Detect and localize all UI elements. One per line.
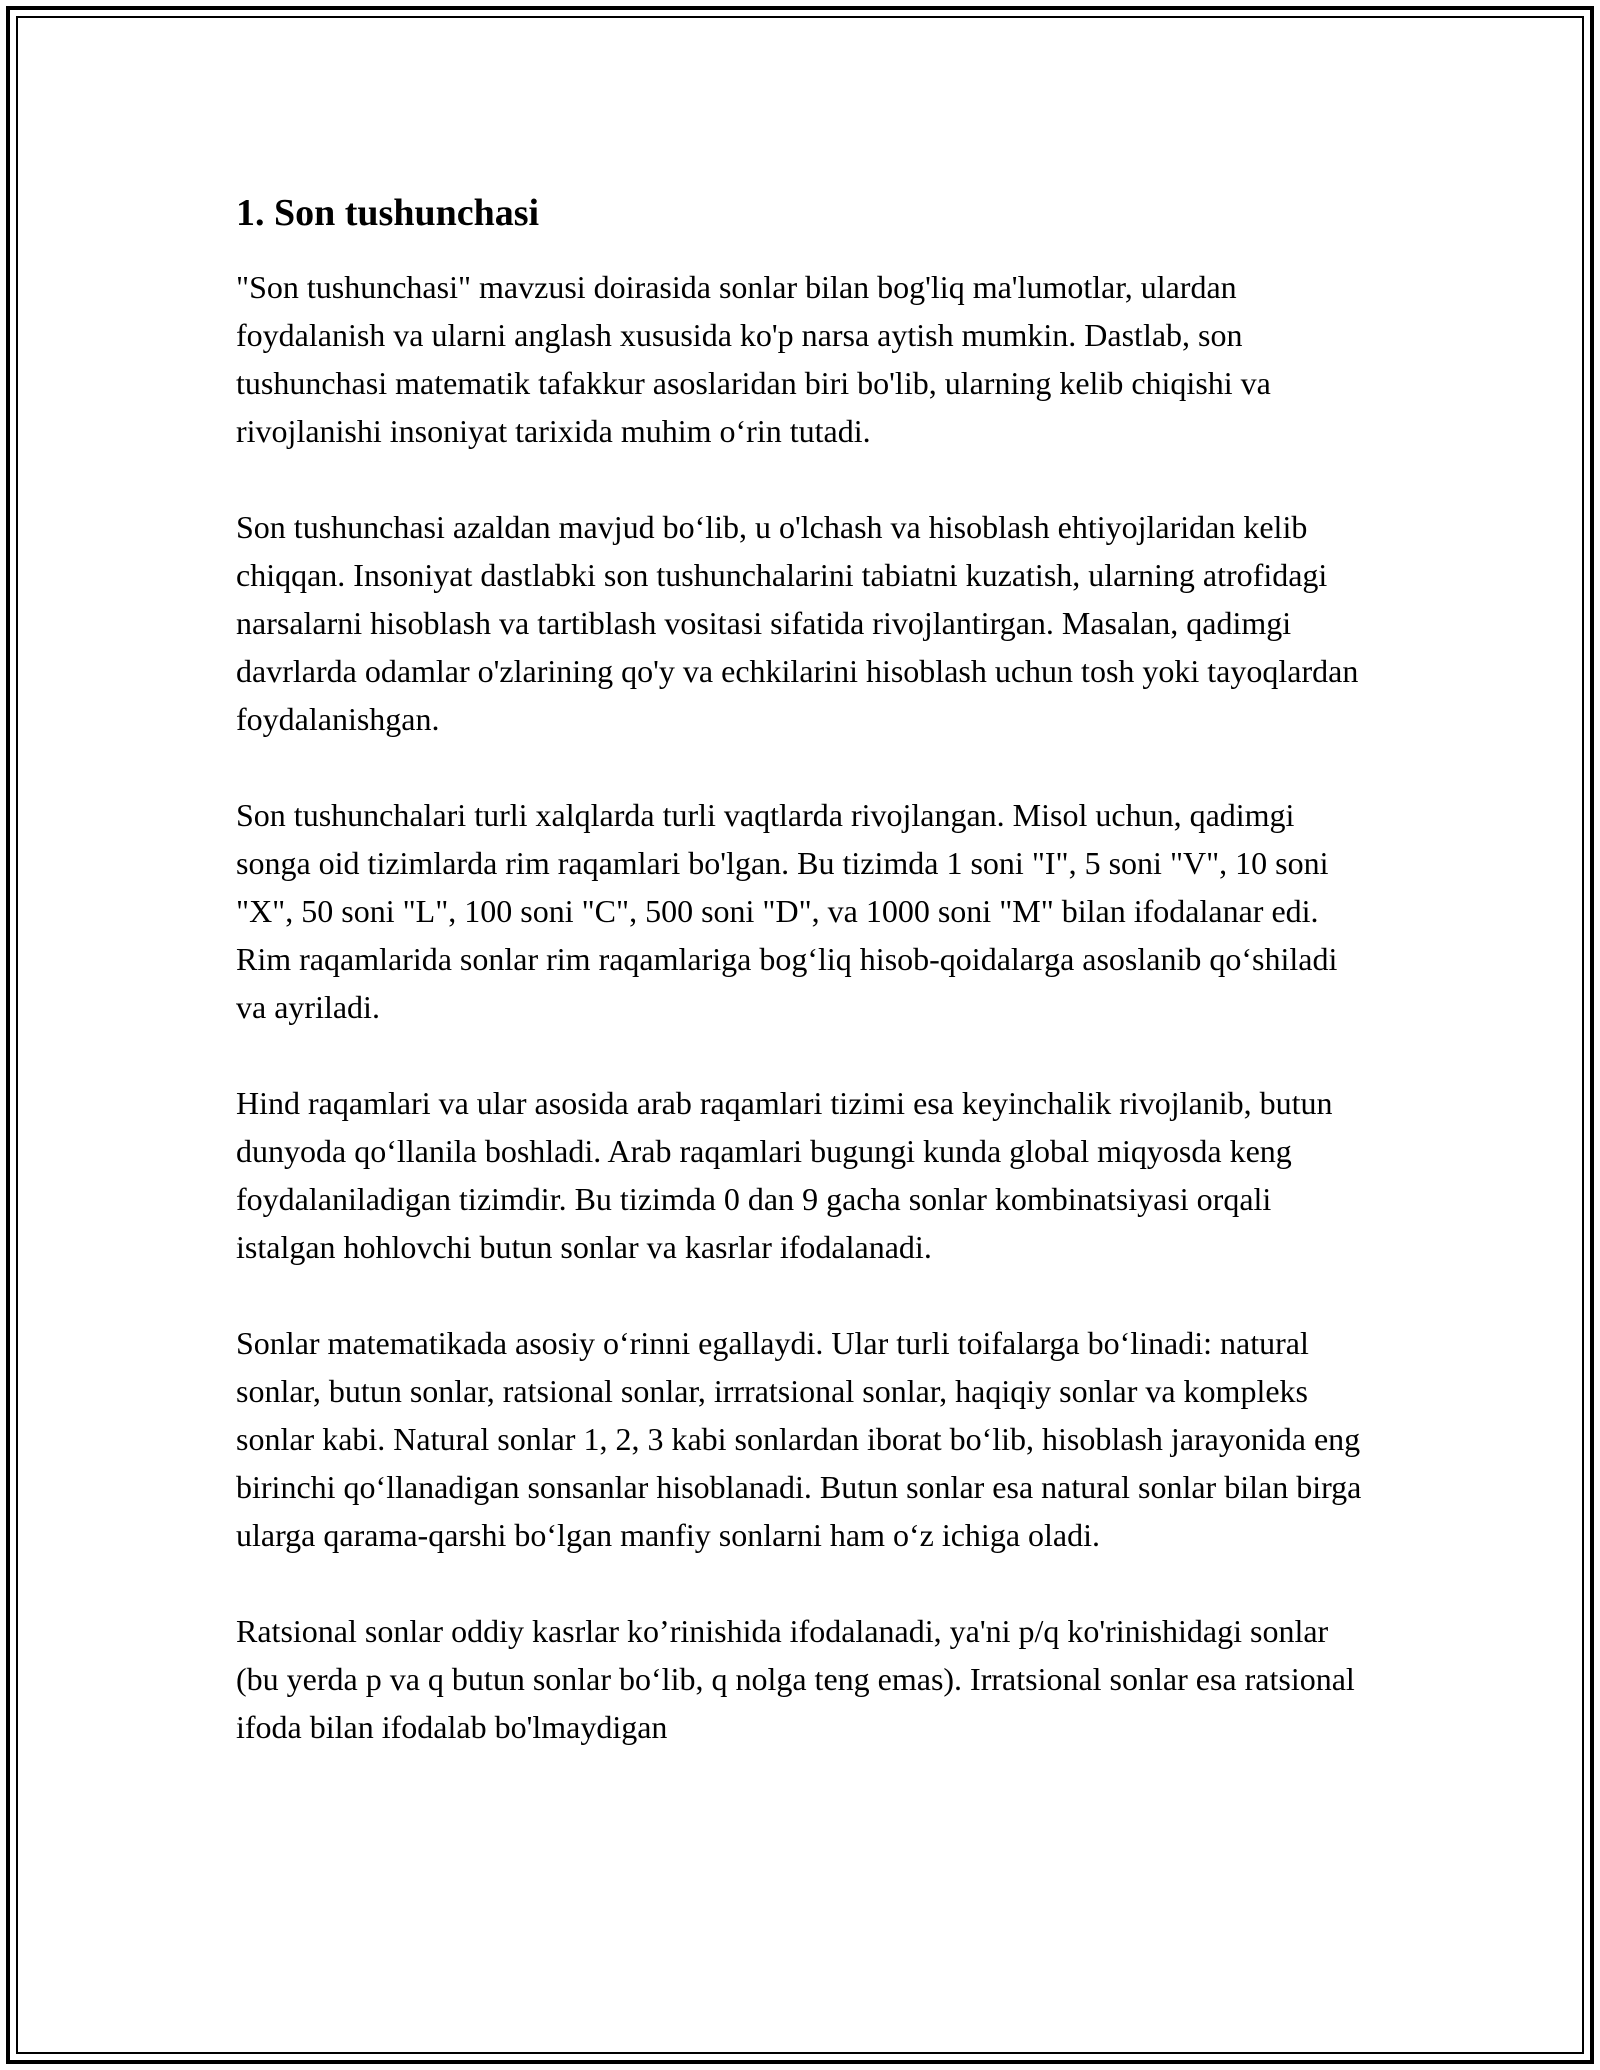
- paragraph-6: Ratsional sonlar oddiy kasrlar ko’rinishida ifodalanadi, ya'ni p/q ko'rinishidagi sonlar (bu yerda p va q butun sonlar boʻlib, q nolga teng emas). Irratsional sonlar esa ratsional ifoda bilan ifodalab bo'lmaydigan: [236, 1613, 1355, 1745]
- document-body: [236, 183, 1366, 1751]
- paragraph-1: "Son tushunchasi" mavzusi doirasida sonlar bilan bog'liq ma'lumotlar, ulardan foydalanish va ularni anglash xususida ko'p narsa aytish mumkin. Dastlab, son tushunchasi matematik tafakkur asoslaridan biri bo'lib, ularning kelib chiqishi va rivojlanishi insoniyat tarixida muhim oʻrin tutadi.: [236, 269, 1271, 449]
- paragraph-4: Hind raqamlari va ular asosida arab raqamlari tizimi esa keyinchalik rivojlanib, butun dunyoda qoʻllanila boshladi. Arab raqamlari bugungi kunda global miqyosda keng foydalaniladigan tizimdir. Bu tizimda 0 dan 9 gacha sonlar kombinatsiyasi orqali istalgan hohlovchi butun sonlar va kasrlar ifodalanadi.: [236, 1085, 1333, 1265]
- paragraph-2: Son tushunchasi azaldan mavjud boʻlib, u o'lchash va hisoblash ehtiyojlaridan kelib chiqqan. Insoniyat dastlabki son tushunchalarini tabiatni kuzatish, ularning atrofidagi narsalarni hisoblash va tartiblash vositasi sifatida rivojlantirgan. Masalan, qadimgi davrlarda odamlar o'zlarining qo'y va echkilarini hisoblash uchun tosh yoki tayoqlardan foydalanishgan.: [236, 509, 1359, 737]
- paragraph-3: Son tushunchalari turli xalqlarda turli vaqtlarda rivojlangan. Misol uchun, qadimgi songa oid tizimlarda rim raqamlari bo'lgan. Bu tizimda 1 soni "I", 5 soni "V", 10 soni "X", 50 soni "L", 100 soni "C", 500 soni "D", va 1000 soni "M" bilan ifodalanar edi. Rim raqamlarida sonlar rim raqamlariga bogʻliq hisob-qoidalarga asoslanib qoʻshiladi va ayriladi.: [236, 797, 1338, 1025]
- paragraph-5: Sonlar matematikada asosiy oʻrinni egallaydi. Ular turli toifalarga boʻlinadi: natural sonlar, butun sonlar, ratsional sonlar, irrratsional sonlar, haqiqiy sonlar va kompleks sonlar kabi. Natural sonlar 1, 2, 3 kabi sonlardan iborat boʻlib, hisoblash jarayonida eng birinchi qoʻllanadigan sonsanlar hisoblanadi. Butun sonlar esa natural sonlar bilan birga ularga qarama-qarshi boʻlgan manfiy sonlarni ham oʻz ichiga oladi.: [236, 1325, 1362, 1553]
- section-heading: 1. Son tushunchasi: [236, 192, 540, 234]
